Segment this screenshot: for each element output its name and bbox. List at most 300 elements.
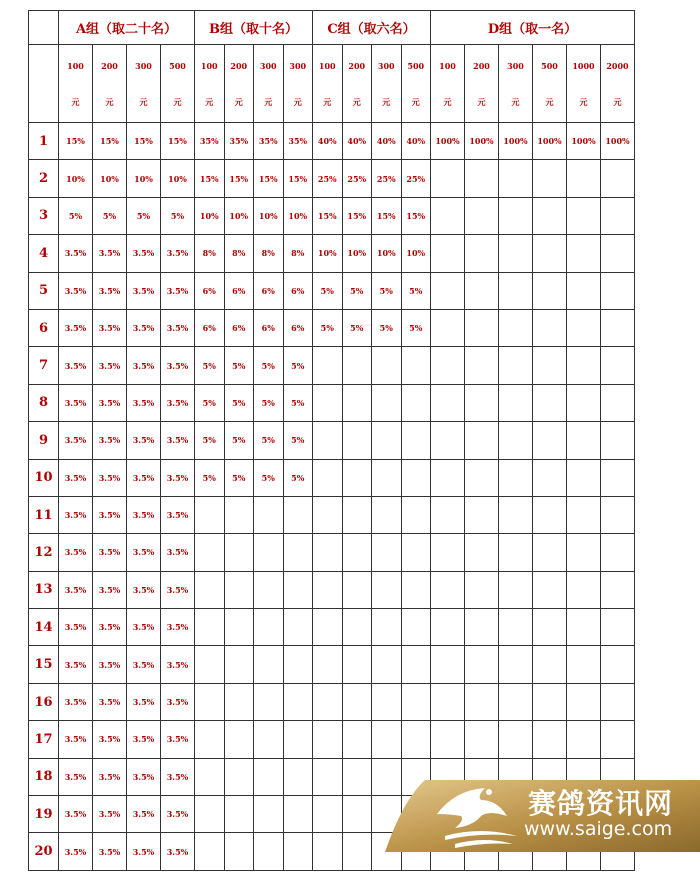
percent-cell: 6% <box>195 272 225 309</box>
percent-cell: 3.5% <box>127 646 161 683</box>
percent-cell: 15% <box>372 197 402 234</box>
percent-cell <box>465 571 499 608</box>
amount-unit: 元 <box>545 96 554 107</box>
percent-cell <box>372 571 402 608</box>
percent-cell <box>431 272 465 309</box>
percent-cell <box>431 347 465 384</box>
percent-cell: 3.5% <box>127 833 161 870</box>
percent-cell <box>372 683 402 720</box>
amount-value: 100 <box>318 60 336 71</box>
percent-cell: 3.5% <box>59 496 93 533</box>
percent-cell <box>567 422 601 459</box>
percent-cell: 6% <box>224 309 254 346</box>
table-row <box>29 496 635 533</box>
percent-cell <box>224 796 254 833</box>
table-row <box>29 571 635 608</box>
percent-cell <box>195 721 225 758</box>
group-header-0: A组（取二十名） <box>59 11 195 45</box>
amount-header <box>59 45 93 123</box>
rank-cell: 16 <box>29 683 59 720</box>
amount-header <box>342 45 372 123</box>
percent-cell <box>342 459 372 496</box>
percent-cell: 3.5% <box>161 422 195 459</box>
percent-cell: 3.5% <box>93 609 127 646</box>
percent-cell <box>567 272 601 309</box>
rank-cell: 4 <box>29 235 59 272</box>
percent-cell <box>224 833 254 870</box>
percent-cell <box>372 384 402 421</box>
percent-cell <box>372 646 402 683</box>
percent-cell: 3.5% <box>161 347 195 384</box>
percent-cell <box>283 833 313 870</box>
percent-cell: 3.5% <box>127 459 161 496</box>
percent-cell <box>283 721 313 758</box>
percent-cell: 35% <box>224 123 254 160</box>
percent-cell <box>313 459 343 496</box>
percent-cell: 3.5% <box>59 347 93 384</box>
group-header-3: D组（取一名） <box>431 11 635 45</box>
percent-cell <box>533 235 567 272</box>
amount-header <box>93 45 127 123</box>
percent-cell: 15% <box>254 160 284 197</box>
amount-unit: 元 <box>352 96 361 107</box>
percent-cell: 3.5% <box>161 683 195 720</box>
percent-cell: 6% <box>283 309 313 346</box>
percent-cell: 5% <box>127 197 161 234</box>
amount-unit: 元 <box>613 96 622 107</box>
amount-value: 200 <box>230 60 248 71</box>
percent-cell: 10% <box>195 197 225 234</box>
amount-unit: 元 <box>264 96 273 107</box>
percent-cell: 3.5% <box>161 534 195 571</box>
percent-cell <box>313 534 343 571</box>
amount-value: 500 <box>407 60 425 71</box>
percent-cell: 15% <box>401 197 431 234</box>
percent-cell <box>533 160 567 197</box>
group-header-row <box>29 11 635 45</box>
percent-cell <box>533 721 567 758</box>
percent-cell: 5% <box>224 347 254 384</box>
percent-cell <box>533 422 567 459</box>
amount-header <box>127 45 161 123</box>
percent-cell <box>372 534 402 571</box>
percent-cell: 3.5% <box>161 609 195 646</box>
percent-cell <box>342 347 372 384</box>
percent-cell <box>254 571 284 608</box>
percent-cell <box>431 309 465 346</box>
percent-cell: 3.5% <box>93 235 127 272</box>
table-row <box>29 683 635 720</box>
watermark-site-name: 赛鸽资讯网 <box>528 787 674 820</box>
percent-cell <box>601 534 635 571</box>
percent-cell <box>401 646 431 683</box>
percent-cell: 5% <box>313 272 343 309</box>
percent-cell <box>342 609 372 646</box>
percent-cell <box>601 721 635 758</box>
percent-cell <box>499 384 533 421</box>
percent-cell <box>465 609 499 646</box>
amount-header <box>465 45 499 123</box>
percent-cell <box>567 571 601 608</box>
percent-cell: 3.5% <box>161 384 195 421</box>
table-row <box>29 197 635 234</box>
percent-cell <box>313 347 343 384</box>
percent-cell <box>499 272 533 309</box>
percent-cell <box>372 459 402 496</box>
percent-cell: 3.5% <box>127 683 161 720</box>
percent-cell: 5% <box>283 384 313 421</box>
percent-cell <box>567 309 601 346</box>
rank-cell: 9 <box>29 422 59 459</box>
percent-cell: 5% <box>401 272 431 309</box>
table-row <box>29 384 635 421</box>
percent-cell <box>342 796 372 833</box>
rank-cell: 18 <box>29 758 59 795</box>
percent-cell <box>601 347 635 384</box>
percent-cell: 40% <box>372 123 402 160</box>
percent-cell <box>224 609 254 646</box>
percent-cell: 3.5% <box>59 721 93 758</box>
percent-cell <box>465 721 499 758</box>
percent-cell <box>465 459 499 496</box>
amount-value: 300 <box>377 60 395 71</box>
percent-cell <box>567 347 601 384</box>
percent-cell <box>601 384 635 421</box>
percent-cell <box>465 646 499 683</box>
amount-unit: 元 <box>511 96 520 107</box>
percent-cell <box>372 347 402 384</box>
rank-cell: 14 <box>29 609 59 646</box>
amount-header <box>254 45 284 123</box>
percent-cell: 25% <box>342 160 372 197</box>
percent-cell: 3.5% <box>93 347 127 384</box>
percent-cell <box>283 758 313 795</box>
percent-cell: 8% <box>254 235 284 272</box>
percent-cell <box>601 309 635 346</box>
percent-cell: 3.5% <box>93 272 127 309</box>
rank-cell: 15 <box>29 646 59 683</box>
percent-cell <box>224 683 254 720</box>
percent-cell: 3.5% <box>59 646 93 683</box>
percent-cell <box>499 347 533 384</box>
percent-cell: 15% <box>313 197 343 234</box>
percent-cell <box>431 160 465 197</box>
percent-cell <box>533 347 567 384</box>
amount-unit: 元 <box>323 96 332 107</box>
percent-cell: 3.5% <box>59 609 93 646</box>
percent-cell <box>533 459 567 496</box>
percent-cell <box>567 609 601 646</box>
percent-cell <box>533 646 567 683</box>
percent-cell <box>372 496 402 533</box>
percent-cell: 5% <box>372 272 402 309</box>
percent-cell <box>401 683 431 720</box>
percent-cell <box>224 758 254 795</box>
percent-cell <box>465 347 499 384</box>
rank-cell: 17 <box>29 721 59 758</box>
percent-cell <box>465 160 499 197</box>
percent-cell: 3.5% <box>161 571 195 608</box>
percent-cell <box>567 197 601 234</box>
percent-cell: 3.5% <box>127 758 161 795</box>
rank-cell: 5 <box>29 272 59 309</box>
percent-cell: 3.5% <box>161 235 195 272</box>
percent-cell: 5% <box>93 197 127 234</box>
amount-header <box>161 45 195 123</box>
percent-cell: 3.5% <box>59 534 93 571</box>
percent-cell: 5% <box>283 347 313 384</box>
percent-cell <box>195 496 225 533</box>
percent-cell: 3.5% <box>59 422 93 459</box>
percent-cell: 3.5% <box>127 571 161 608</box>
percent-cell: 100% <box>431 123 465 160</box>
rank-rows <box>29 123 635 871</box>
percent-cell <box>195 646 225 683</box>
percent-cell: 5% <box>195 384 225 421</box>
percent-cell: 3.5% <box>93 833 127 870</box>
percent-cell: 100% <box>567 123 601 160</box>
percent-cell <box>567 160 601 197</box>
amount-unit: 元 <box>173 96 182 107</box>
percent-cell: 25% <box>372 160 402 197</box>
percent-cell <box>431 609 465 646</box>
percent-cell <box>254 758 284 795</box>
rank-cell: 11 <box>29 496 59 533</box>
percent-cell: 3.5% <box>161 721 195 758</box>
table-row <box>29 422 635 459</box>
percent-cell <box>567 496 601 533</box>
percent-cell <box>465 272 499 309</box>
percent-cell <box>254 609 284 646</box>
amount-value: 100 <box>67 60 84 71</box>
percent-cell <box>601 422 635 459</box>
percent-cell <box>567 646 601 683</box>
amount-value: 200 <box>348 60 366 71</box>
group-header-2: C组（取六名） <box>313 11 431 45</box>
corner-cell <box>29 11 59 45</box>
percent-cell <box>313 571 343 608</box>
percent-cell <box>342 496 372 533</box>
percent-cell <box>601 683 635 720</box>
percent-cell: 3.5% <box>93 721 127 758</box>
percent-cell: 15% <box>342 197 372 234</box>
percent-cell <box>499 721 533 758</box>
amount-unit: 元 <box>579 96 588 107</box>
percent-cell: 3.5% <box>59 683 93 720</box>
percent-cell <box>195 833 225 870</box>
percent-cell: 3.5% <box>93 571 127 608</box>
percent-cell: 5% <box>254 384 284 421</box>
amount-unit: 元 <box>293 96 302 107</box>
percent-cell: 3.5% <box>127 309 161 346</box>
percent-cell: 10% <box>254 197 284 234</box>
percent-cell: 3.5% <box>59 272 93 309</box>
percent-cell <box>342 571 372 608</box>
percent-cell: 5% <box>342 272 372 309</box>
percent-cell <box>401 384 431 421</box>
percent-cell <box>372 422 402 459</box>
percent-cell: 5% <box>195 347 225 384</box>
percent-cell <box>499 422 533 459</box>
percent-cell: 10% <box>401 235 431 272</box>
percent-cell <box>401 347 431 384</box>
percent-cell <box>431 235 465 272</box>
percent-cell <box>313 609 343 646</box>
percent-cell <box>431 422 465 459</box>
percent-cell: 3.5% <box>93 384 127 421</box>
percent-cell: 15% <box>224 160 254 197</box>
percent-cell: 8% <box>283 235 313 272</box>
percent-cell <box>431 197 465 234</box>
percent-cell <box>601 197 635 234</box>
percent-cell: 3.5% <box>93 758 127 795</box>
percent-cell: 10% <box>59 160 93 197</box>
percent-cell: 15% <box>93 123 127 160</box>
percent-cell <box>499 459 533 496</box>
percent-cell: 40% <box>401 123 431 160</box>
amount-unit: 元 <box>443 96 452 107</box>
percent-cell <box>342 721 372 758</box>
percent-cell: 5% <box>401 309 431 346</box>
percent-cell: 6% <box>224 272 254 309</box>
percent-cell <box>465 422 499 459</box>
percent-cell <box>283 609 313 646</box>
percent-cell: 3.5% <box>127 534 161 571</box>
percent-cell <box>401 496 431 533</box>
amount-value: 300 <box>135 60 152 71</box>
percent-cell <box>431 571 465 608</box>
percent-cell: 5% <box>254 459 284 496</box>
percent-cell: 3.5% <box>93 646 127 683</box>
percent-cell: 10% <box>313 235 343 272</box>
percent-cell: 6% <box>195 309 225 346</box>
percent-cell <box>533 272 567 309</box>
percent-cell <box>224 721 254 758</box>
percent-cell <box>313 683 343 720</box>
rank-cell: 19 <box>29 796 59 833</box>
percent-cell <box>254 833 284 870</box>
percent-cell: 100% <box>465 123 499 160</box>
percent-cell: 10% <box>372 235 402 272</box>
percent-cell <box>313 646 343 683</box>
percent-cell <box>465 683 499 720</box>
percent-cell <box>601 609 635 646</box>
rank-cell: 1 <box>29 123 59 160</box>
percent-cell: 3.5% <box>59 833 93 870</box>
percent-cell <box>283 796 313 833</box>
percent-cell: 5% <box>254 422 284 459</box>
percent-cell <box>465 496 499 533</box>
percent-cell: 35% <box>254 123 284 160</box>
percent-cell: 5% <box>283 422 313 459</box>
percent-cell <box>313 422 343 459</box>
percent-cell <box>254 534 284 571</box>
percent-cell: 15% <box>59 123 93 160</box>
amount-value: 500 <box>169 60 186 71</box>
percent-cell <box>567 235 601 272</box>
amount-value: 300 <box>259 60 277 71</box>
percent-cell <box>342 833 372 870</box>
amount-header <box>601 45 635 123</box>
corner-cell-2 <box>29 45 59 123</box>
group-header-1: B组（取十名） <box>195 11 313 45</box>
percent-cell: 10% <box>283 197 313 234</box>
percent-cell <box>465 384 499 421</box>
percent-cell <box>313 384 343 421</box>
percent-cell <box>401 459 431 496</box>
rank-cell: 3 <box>29 197 59 234</box>
percent-cell <box>195 534 225 571</box>
percent-cell: 3.5% <box>59 384 93 421</box>
percent-cell <box>254 646 284 683</box>
percent-cell <box>342 534 372 571</box>
amount-header <box>283 45 313 123</box>
amount-unit: 元 <box>411 96 420 107</box>
percent-cell: 6% <box>283 272 313 309</box>
amount-value: 200 <box>473 60 490 71</box>
percent-cell <box>499 571 533 608</box>
percent-cell: 3.5% <box>59 459 93 496</box>
percent-cell <box>431 534 465 571</box>
percent-cell: 3.5% <box>59 309 93 346</box>
table-row <box>29 721 635 758</box>
rank-cell: 7 <box>29 347 59 384</box>
percent-cell <box>465 309 499 346</box>
percent-cell: 40% <box>342 123 372 160</box>
percent-cell <box>313 721 343 758</box>
watermark-site-url: www.saige.com <box>524 818 673 840</box>
percent-cell <box>499 235 533 272</box>
percent-cell: 8% <box>195 235 225 272</box>
percent-cell <box>601 496 635 533</box>
percent-cell: 15% <box>161 123 195 160</box>
table-row <box>29 235 635 272</box>
percent-cell: 3.5% <box>161 496 195 533</box>
percent-cell: 25% <box>401 160 431 197</box>
percent-cell: 10% <box>342 235 372 272</box>
percent-cell <box>601 235 635 272</box>
table-row <box>29 272 635 309</box>
percent-cell: 3.5% <box>127 609 161 646</box>
percent-cell: 3.5% <box>93 459 127 496</box>
amount-value: 500 <box>541 60 558 71</box>
percent-cell: 40% <box>313 123 343 160</box>
rank-cell: 20 <box>29 833 59 870</box>
rank-cell: 10 <box>29 459 59 496</box>
amount-unit: 元 <box>477 96 486 107</box>
amount-unit: 元 <box>205 96 214 107</box>
percent-cell: 35% <box>195 123 225 160</box>
percent-cell: 3.5% <box>161 646 195 683</box>
amount-header <box>499 45 533 123</box>
percent-cell <box>533 197 567 234</box>
percent-cell: 3.5% <box>161 758 195 795</box>
percent-cell <box>499 197 533 234</box>
amount-header <box>224 45 254 123</box>
table-row <box>29 646 635 683</box>
amount-value: 200 <box>101 60 118 71</box>
table-row <box>29 123 635 160</box>
percent-cell: 3.5% <box>93 422 127 459</box>
percent-cell: 35% <box>283 123 313 160</box>
table-row <box>29 160 635 197</box>
percent-cell <box>533 609 567 646</box>
percent-cell: 10% <box>127 160 161 197</box>
percent-cell <box>533 496 567 533</box>
percent-cell: 100% <box>601 123 635 160</box>
percent-cell: 3.5% <box>161 796 195 833</box>
percent-cell <box>224 646 254 683</box>
